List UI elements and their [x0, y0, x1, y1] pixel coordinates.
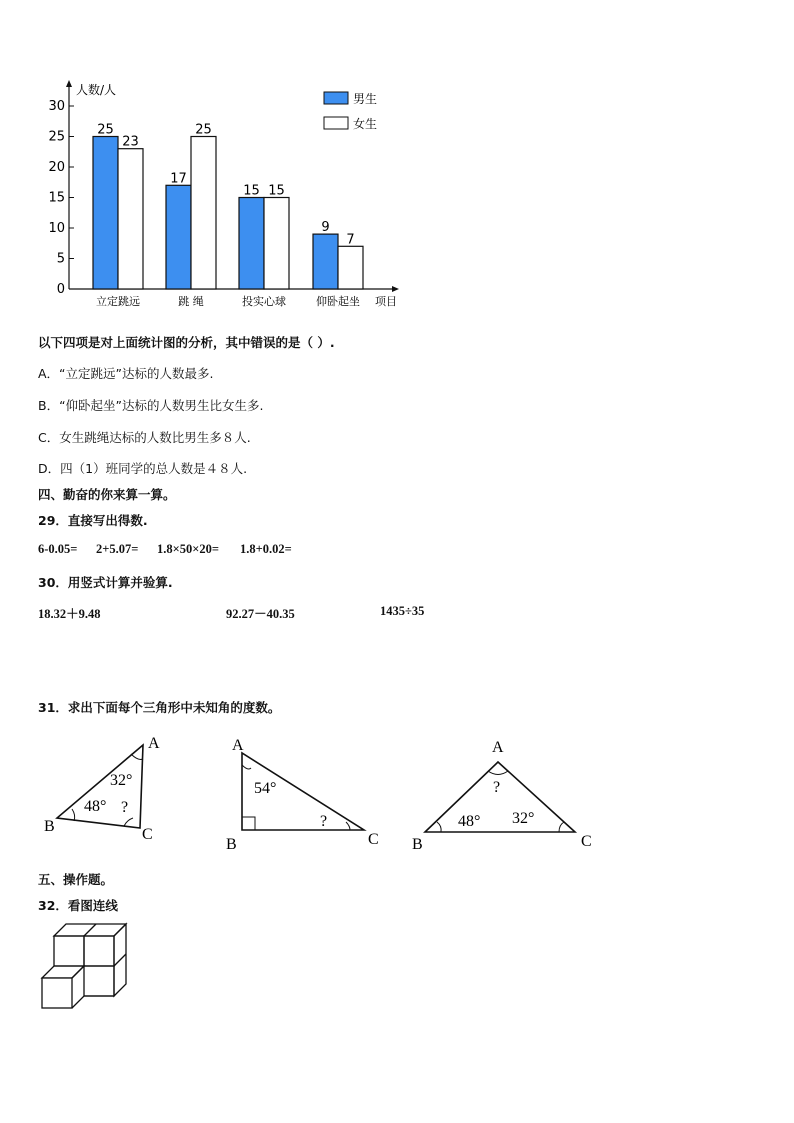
bar	[313, 234, 338, 289]
q30-title: 30．用竖式计算并验算.	[38, 575, 173, 590]
tri2-label-c: C	[368, 831, 379, 848]
q29-title: 29．直接写出得数.	[38, 513, 148, 528]
tri2-label-a: A	[232, 737, 244, 754]
triangles-figure	[0, 725, 794, 860]
legend-swatch	[324, 117, 348, 129]
q29-item-4: 1.8+0.02=	[240, 542, 292, 556]
tri3-label-c: C	[581, 833, 592, 850]
cube-stack-figure	[36, 920, 136, 1020]
tri3-label-b: B	[412, 836, 423, 853]
y-tick-label: 0	[56, 282, 65, 297]
bar	[93, 137, 118, 290]
option-a: A．“立定跳远”达标的人数最多.	[38, 366, 214, 381]
tri3-angle-b: 48°	[458, 813, 481, 830]
bar-value-label: 25	[195, 122, 212, 138]
y-tick-label: 20	[48, 160, 65, 175]
tri1-label-b: B	[44, 818, 55, 835]
q29-item-2: 2+5.07=	[96, 542, 139, 556]
section-4-heading: 四、勤奋的你来算一算。	[38, 487, 176, 502]
category-label: 跳 绳	[178, 295, 204, 308]
bar-value-label: 23	[122, 134, 139, 150]
tri1-label-c: C	[142, 826, 153, 843]
tri1-angle-a: 32°	[110, 772, 133, 789]
category-label: 仰卧起坐	[316, 295, 360, 308]
section-5-heading: 五、操作题。	[38, 872, 114, 887]
legend-label: 男生	[353, 92, 378, 106]
bar-value-label: 17	[170, 171, 187, 187]
tri1-unknown: ?	[121, 799, 129, 816]
q32-title: 32．看图连线	[38, 898, 118, 913]
bar-value-label: 15	[268, 183, 285, 199]
q31-title: 31．求出下面每个三角形中未知角的度数。	[38, 700, 281, 715]
bar-value-label: 7	[346, 232, 355, 248]
y-tick-label: 25	[48, 129, 65, 145]
y-tick-label: 10	[48, 221, 65, 236]
q30-item-1: 18.32＋9.48	[38, 607, 101, 621]
bar	[166, 185, 191, 289]
bar-chart	[0, 0, 794, 320]
tri3-angle-c: 32°	[512, 810, 535, 827]
bar	[264, 198, 289, 290]
y-tick-label: 30	[48, 99, 65, 114]
tri2-label-b: B	[226, 836, 237, 853]
question-stem: 以下四项是对上面统计图的分析，其中错误的是（ ）.	[38, 335, 335, 350]
q30-item-3: 1435÷35	[380, 604, 425, 618]
tri1-angle-b: 48°	[84, 798, 107, 815]
triangle-1	[44, 735, 160, 843]
bar	[338, 246, 363, 289]
bar-value-label: 25	[97, 122, 114, 138]
tri1-label-a: A	[148, 735, 160, 752]
tri3-unknown: ?	[493, 779, 501, 796]
legend-swatch	[324, 92, 348, 104]
option-d: D．四（1）班同学的总人数是４８人.	[38, 461, 248, 476]
option-b: B．“仰卧起坐”达标的人数男生比女生多.	[38, 398, 264, 413]
tri2-unknown: ?	[320, 813, 328, 830]
y-axis-arrow	[66, 80, 72, 87]
y-tick-label: 15	[48, 190, 65, 206]
tri3-label-a: A	[492, 739, 504, 756]
triangle-2	[226, 737, 379, 853]
legend-label: 女生	[353, 117, 378, 131]
option-c: C．女生跳绳达标的人数比男生多８人.	[38, 430, 251, 445]
y-axis-label: 人数/人	[76, 83, 117, 97]
bar-value-label: 9	[321, 220, 330, 236]
q29-item-3: 1.8×50×20=	[157, 542, 219, 556]
x-axis-arrow	[392, 286, 399, 292]
bar-value-label: 15	[243, 183, 260, 199]
bar	[239, 198, 264, 290]
category-label: 投实心球	[242, 295, 286, 308]
bar	[118, 149, 143, 289]
bar	[191, 137, 216, 290]
x-axis-label: 项目	[375, 295, 397, 308]
q29-item-1: 6-0.05=	[38, 542, 78, 556]
q30-item-2: 92.27－40.35	[226, 607, 295, 621]
tri2-angle-a: 54°	[254, 780, 277, 797]
category-label: 立定跳远	[96, 295, 140, 308]
y-tick-label: 5	[56, 251, 65, 267]
triangle-3	[412, 739, 592, 853]
